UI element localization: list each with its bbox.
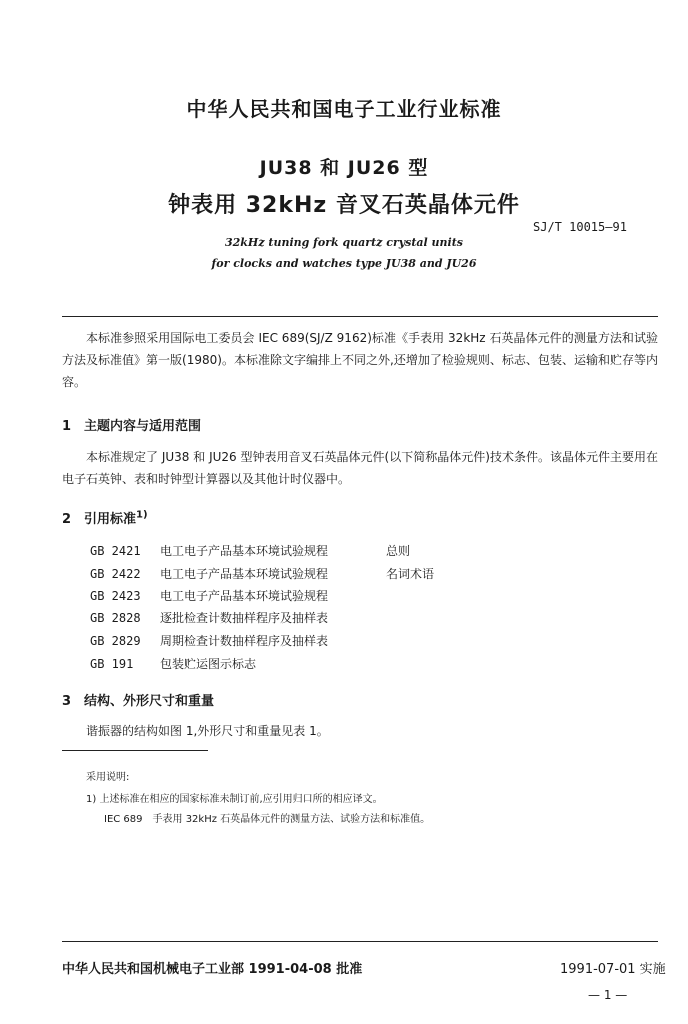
reference-note: 总则 — [386, 544, 411, 558]
reference-code: GB 2422 — [90, 567, 141, 581]
reference-code: GB 191 — [90, 657, 134, 671]
document-title-line2: 钟表用 32kHz 音叉石英晶体元件 — [168, 193, 520, 218]
implementation-date: 1991-07-01 实施 — [560, 962, 666, 977]
section3-body: 谐振器的结构如图 1,外形尺寸和重量见表 1。 — [86, 724, 329, 738]
english-title-line2: for clocks and watches type JU38 and JU26 — [211, 257, 477, 270]
reference-row — [90, 587, 386, 604]
footnote-label: 采用说明: — [86, 772, 130, 783]
reference-row — [90, 632, 386, 649]
reference-name: 电工电子产品基本环境试验规程 — [160, 589, 329, 603]
reference-code: GB 2421 — [90, 544, 141, 558]
industry-standard-title: 中华人民共和国电子工业行业标准 — [186, 97, 502, 121]
footnote-divider — [62, 750, 208, 751]
section1-heading: 1 主题内容与适用范围 — [62, 419, 202, 434]
reference-row — [90, 565, 434, 582]
footnote-note2: IEC 689 手表用 32kHz 石英晶体元件的测量方法、试验方法和标准值。 — [104, 814, 431, 825]
reference-code: GB 2829 — [90, 634, 141, 648]
section3-heading: 3 结构、外形尺寸和重量 — [62, 694, 215, 709]
page-number: — 1 — — [588, 988, 628, 1002]
reference-name: 电工电子产品基本环境试验规程 — [160, 544, 329, 558]
footnote-mark: 1) — [136, 509, 148, 521]
english-title-line1: 32kHz tuning fork quartz crystal units — [225, 236, 463, 249]
footnote-note1: 1) 上述标准在相应的国家标准未制订前,应引用归口所的相应译文。 — [86, 794, 383, 805]
standard-number: SJ/T 10015—91 — [533, 220, 627, 234]
reference-name: 包装贮运图示标志 — [160, 657, 257, 671]
intro-paragraph: 本标准参照采用国际电工委员会 IEC 689(SJ/Z 9162)标准《手表用 32kHz 石英晶体元件的测量方法和试验方法及标准值》第一版(1980)。本标准除文字编排上不同之外,还增加了检验规则、标志、包装、运输和贮存等内容。 — [62, 331, 658, 389]
reference-name: 逐批检查计数抽样程序及抽样表 — [160, 611, 329, 625]
reference-code: GB 2828 — [90, 611, 141, 625]
reference-note: 名词术语 — [386, 567, 435, 581]
section2-heading — [62, 508, 148, 527]
reference-row — [90, 542, 410, 559]
section1-body: 本标准规定了 JU38 和 JU26 型钟表用音叉石英晶体元件(以下简称晶体元件)技术条件。该晶体元件主要用在电子石英钟、表和时钟型计算器以及其他计时仪器中。 — [62, 450, 658, 486]
footer-divider — [62, 941, 658, 942]
reference-row — [90, 609, 386, 626]
reference-name: 周期检查计数抽样程序及抽样表 — [160, 634, 329, 648]
approval-line: 中华人民共和国机械电子工业部 1991-04-08 批准 — [62, 962, 363, 977]
reference-name: 电工电子产品基本环境试验规程 — [160, 567, 329, 581]
reference-row — [90, 655, 386, 672]
document-title-line1: JU38 和 JU26 型 — [259, 157, 429, 179]
section2-heading-text: 2 引用标准 — [62, 512, 137, 527]
reference-code: GB 2423 — [90, 589, 141, 603]
header-divider — [62, 316, 658, 317]
